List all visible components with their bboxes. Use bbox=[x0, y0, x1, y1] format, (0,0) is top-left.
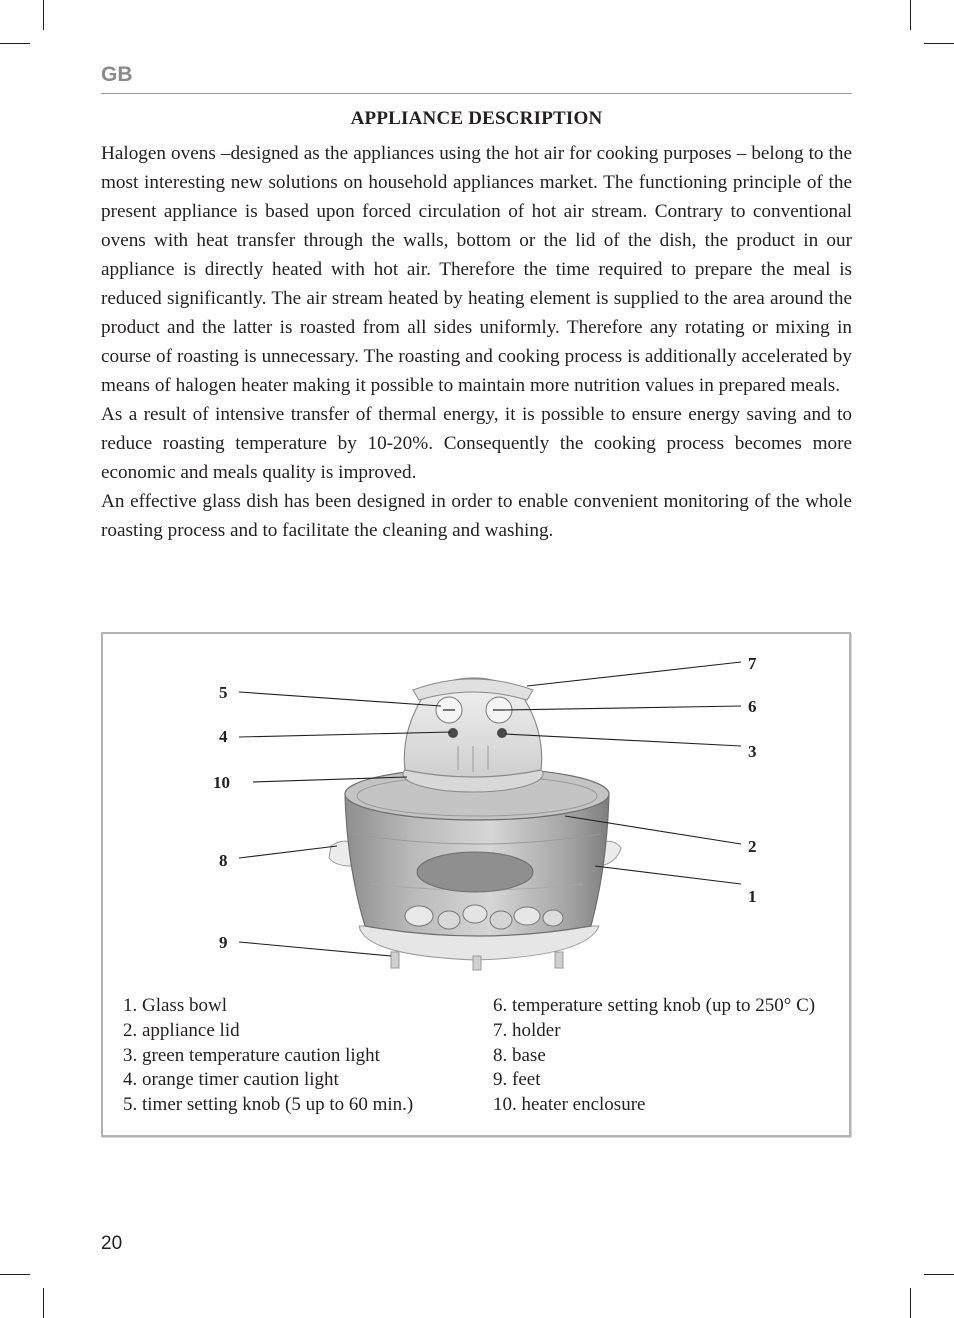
crop-mark bbox=[0, 1274, 30, 1275]
legend-right-column bbox=[493, 994, 815, 1118]
food-item bbox=[463, 905, 487, 923]
callout-label: 7 bbox=[748, 654, 757, 673]
food-item bbox=[405, 906, 433, 926]
crop-mark bbox=[924, 1274, 954, 1275]
legend-item: 3. green temperature caution light bbox=[123, 1044, 380, 1066]
callout-label: 1 bbox=[748, 887, 757, 906]
glass-bowl bbox=[345, 768, 609, 936]
legend-item: 5. timer setting knob (5 up to 60 min.) bbox=[123, 1094, 414, 1116]
callout-label: 8 bbox=[219, 851, 228, 870]
legend-item: 6. temperature setting knob (up to 250° C) bbox=[493, 995, 816, 1016]
legend-item: 10. heater enclosure bbox=[493, 1094, 646, 1116]
callout-label: 10 bbox=[213, 773, 230, 792]
halogen-oven-diagram bbox=[103, 634, 849, 984]
green-light bbox=[497, 728, 507, 738]
crop-mark bbox=[924, 43, 954, 44]
callout-label: 9 bbox=[219, 933, 228, 952]
crop-mark bbox=[43, 1288, 44, 1318]
crop-mark bbox=[910, 1288, 911, 1318]
legend-item: 4. orange timer caution light bbox=[123, 1069, 339, 1091]
crop-mark bbox=[43, 0, 44, 30]
figure-box bbox=[101, 632, 851, 1137]
foot bbox=[473, 956, 481, 970]
legend-item: 7. holder bbox=[493, 1019, 561, 1041]
food-item bbox=[490, 911, 512, 929]
legend-item: 2. appliance lid bbox=[123, 1019, 240, 1041]
food-item bbox=[514, 907, 540, 925]
crop-mark bbox=[0, 43, 30, 44]
callout-label: 2 bbox=[748, 837, 757, 856]
legend-item: 1. Glass bowl bbox=[123, 995, 227, 1016]
food-item bbox=[417, 852, 533, 892]
paragraph: An effective glass dish has been designed in order to enable convenient monitoring of the whole roasting process and to facilitate the cleaning and washing. bbox=[101, 491, 852, 541]
paragraph: As a result of intensive transfer of thermal energy, it is possible to ensure energy saving and to reduce roasting temperature by 10-20%. Consequently the cooking process becomes more economic and meals quality is improved. bbox=[101, 404, 852, 483]
description-text bbox=[101, 139, 852, 545]
header-rule bbox=[101, 93, 852, 94]
callout-label: 3 bbox=[748, 742, 757, 761]
paragraph: Halogen ovens –designed as the appliances using the hot air for cooking purposes – belong to the most interesting new solutions on household appliances market. The functioning principle of the present appliance is based upon forced circulation of hot air stream. Contrary to conventional ovens with heat transfer through the walls, bottom or the lid of the dish, the product in our appliance is directly heated with hot air. Therefore the time required to prepare the meal is reduced significantly. The air stream heated by heating element is supplied to the area around the product and the latter is roasted from all sides uniformly. Therefore any rotating or mixing in course of roasting is unnecessary. The roasting and cooking process is additionally accelerated by means of halogen heater making it possible to maintain more nutrition values in prepared meals. bbox=[101, 143, 852, 396]
section-title: APPLIANCE DESCRIPTION bbox=[350, 108, 603, 129]
foot bbox=[391, 952, 399, 968]
callout-label: 4 bbox=[219, 727, 228, 746]
legend-item: 8. base bbox=[493, 1044, 546, 1066]
page-number: 20 bbox=[101, 1233, 123, 1254]
foot bbox=[555, 952, 563, 968]
callout-label: 5 bbox=[219, 683, 228, 702]
legend-item: 9. feet bbox=[493, 1069, 541, 1091]
legend-left-column bbox=[123, 994, 413, 1118]
food-item bbox=[543, 910, 563, 926]
orange-light bbox=[448, 728, 458, 738]
food-item bbox=[438, 911, 460, 929]
callout-label: 6 bbox=[748, 697, 757, 716]
language-label: GB bbox=[101, 63, 133, 86]
crop-mark bbox=[910, 0, 911, 30]
